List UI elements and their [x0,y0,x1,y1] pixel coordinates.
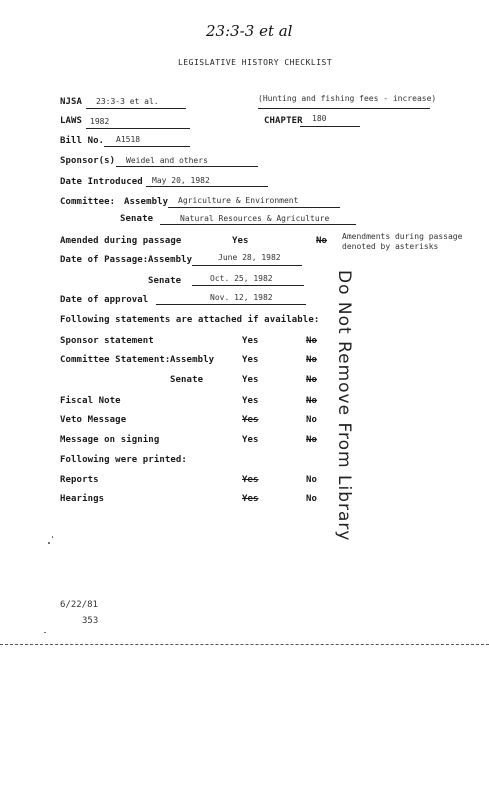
footer-date: 6/22/81 [60,600,98,610]
date-introduced-value: May 20, 1982 [152,176,210,185]
amended-label: Amended during passage [60,236,182,246]
handwritten-header: 23:3-3 et al [206,22,293,40]
sponsor-statement-label: Sponsor statement [60,336,154,346]
sponsors-underline [116,166,258,167]
message-signing-label: Message on signing [60,435,160,445]
scan-speck [52,536,53,538]
hearings-no: No [306,494,318,504]
passage-senate-underline [192,285,304,286]
committee-statement-senate-yes: Yes [242,375,259,385]
committee-assembly-label: Assembly [124,197,169,207]
page-edge-dashed-line [0,644,489,645]
committee-senate-label: Senate [120,214,154,224]
fiscal-note-no: No [306,396,318,406]
committee-assembly-underline [168,207,340,208]
chapter-label: CHAPTER [264,116,303,126]
veto-message-yes: Yes [242,415,259,425]
approval-label: Date of approval [60,295,149,305]
approval-value: Nov. 12, 1982 [210,293,273,302]
hearings-yes: Yes [242,494,259,504]
fiscal-note-yes: Yes [242,396,259,406]
committee-senate-value: Natural Resources & Agriculture [180,214,330,223]
message-signing-no: No [306,435,318,445]
reports-no: No [306,475,318,485]
veto-message-label: Veto Message [60,415,127,425]
laws-value: 1982 [90,117,110,126]
committee-statement-label: Committee Statement: [60,355,171,365]
chapter-underline [300,126,360,127]
bill-label: Bill No. [60,136,105,146]
bill-underline [104,146,190,147]
scan-speck [48,542,50,544]
sponsors-value: Weidel and others [126,156,208,165]
laws-label: LAWS [60,116,83,126]
committee-label: Committee: [60,197,116,207]
reports-yes: Yes [242,475,259,485]
passage-assembly-underline [192,265,302,266]
njsa-value: 23:3-3 et al. [96,97,159,106]
message-signing-yes: Yes [242,435,259,445]
committee-assembly-value: Agriculture & Environment [178,196,299,205]
date-introduced-label: Date Introduced [60,177,143,187]
passage-senate-value: Oct. 25, 1982 [210,274,273,283]
committee-statement-assembly-label: Assembly [170,355,215,365]
chapter-value: 180 [312,114,327,123]
hearings-label: Hearings [60,494,105,504]
footer-code: 353 [82,616,99,626]
njsa-note: (Hunting and fishing fees - increase) [258,94,437,103]
committee-statement-senate-label: Senate [170,375,204,385]
library-stamp-text: Do Not Remove From Library [334,270,354,542]
amended-yes: Yes [232,236,249,246]
njsa-label: NJSA [60,97,83,107]
amended-note-line1: Amendments during passage [342,232,463,241]
passage-assembly-label: Assembly [148,255,193,265]
date-introduced-underline [146,186,268,187]
page-title: LEGISLATIVE HISTORY CHECKLIST [178,58,333,67]
reports-label: Reports [60,475,99,485]
following-attached: Following statements are attached if available: [60,315,320,325]
committee-statement-senate-no: No [306,375,318,385]
njsa-underline [86,108,186,109]
amended-note-line2: denoted by asterisks [342,242,439,251]
passage-label: Date of Passage: [60,255,149,265]
passage-assembly-value: June 28, 1982 [218,253,281,262]
library-stamp [334,270,402,542]
committee-senate-underline [160,224,356,225]
veto-message-no: No [306,415,318,425]
committee-statement-yes: Yes [242,355,259,365]
sponsors-label: Sponsor(s) [60,156,116,166]
njsa-note-underline [258,108,430,109]
committee-statement-no: No [306,355,318,365]
sponsor-statement-no: No [306,336,318,346]
sponsor-statement-yes: Yes [242,336,259,346]
following-printed: Following were printed: [60,455,187,465]
bill-value: A1518 [116,135,141,144]
laws-underline [86,128,190,129]
passage-senate-label: Senate [148,276,182,286]
scan-speck [44,632,46,633]
fiscal-note-label: Fiscal Note [60,396,121,406]
amended-no: No [316,236,328,246]
approval-underline [156,304,306,305]
